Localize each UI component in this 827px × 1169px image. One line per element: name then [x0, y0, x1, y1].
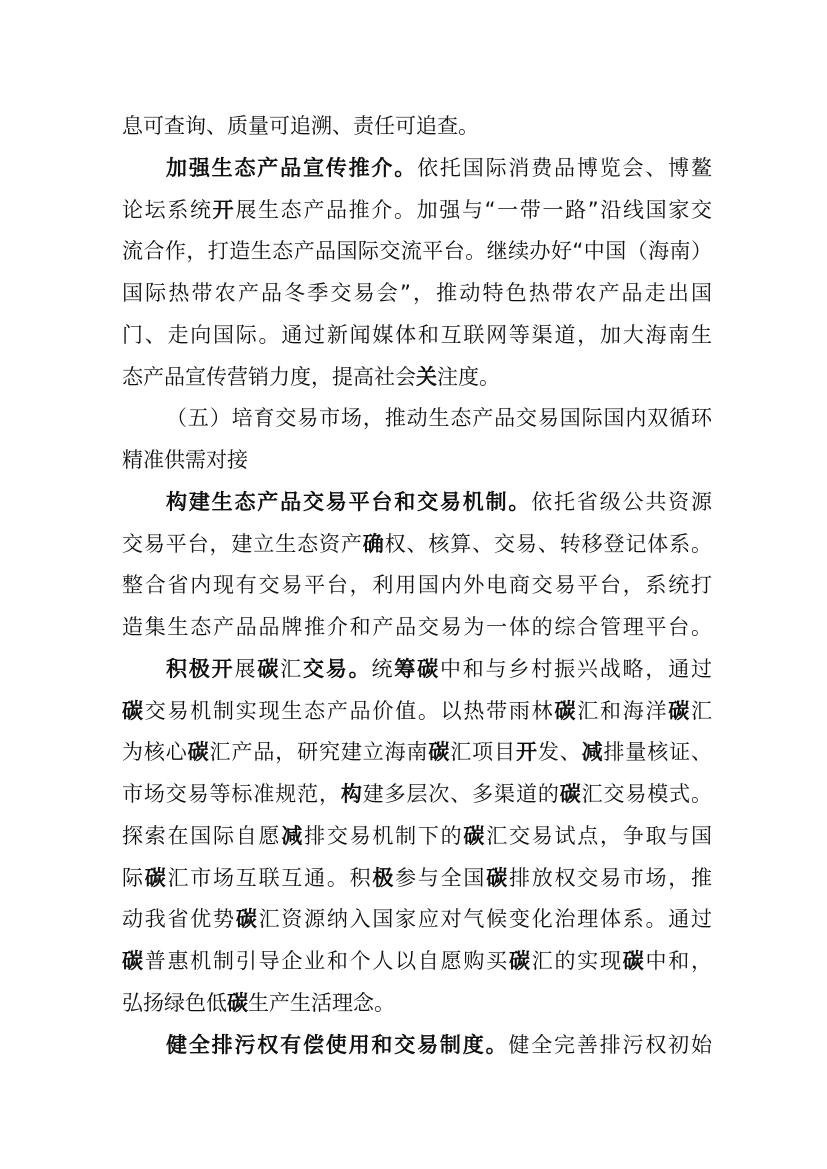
- text-run: 汇交易试点，争取与国: [486, 823, 713, 848]
- text-line: [122, 190, 712, 232]
- text-line: [122, 607, 712, 649]
- bold-text-run: 碳: [235, 907, 259, 932]
- document-body: [122, 106, 712, 1066]
- bold-text-run: 碳: [227, 990, 248, 1015]
- bold-text-run: 碳: [122, 698, 145, 723]
- bold-text-run: 减: [581, 740, 604, 765]
- text-run: 汇的实现: [531, 949, 623, 973]
- text-run: 整合省内现有交易平台，利用国内外电商交易平台，系统打: [122, 573, 712, 598]
- text-run: 依托省级公共资源: [531, 489, 713, 514]
- text-line: [122, 565, 712, 607]
- text-run: 为核心: [122, 740, 188, 765]
- text-run: 中和，: [645, 949, 713, 973]
- text-run: 精准供需对接: [122, 448, 248, 472]
- text-run: 汇: [691, 698, 713, 723]
- bold-text-run: 开: [515, 740, 538, 765]
- text-run: 依托国际消费品博览会、博鳌: [417, 155, 713, 180]
- text-run: 汇产品，研究建立海南: [209, 740, 429, 765]
- bold-text-run: 碳: [187, 740, 210, 765]
- text-line: [122, 941, 712, 983]
- text-line: [122, 732, 712, 774]
- bold-text-run: 碳: [463, 823, 487, 848]
- text-run: 统: [371, 656, 395, 681]
- text-line: [122, 357, 712, 399]
- text-run: 国际热带农产品冬季交易会”，推动特色热带农产品走出国: [122, 281, 712, 305]
- text-run: 发、: [537, 740, 582, 765]
- text-run: 息可查询、质量可追溯、责任可追查。: [122, 114, 479, 138]
- text-run: 汇和海洋: [577, 698, 669, 723]
- bold-text-run: 碳: [486, 865, 509, 890]
- text-run: 建多层次、多渠道的: [362, 782, 560, 806]
- text-run: 市场交易等标准规范，: [122, 782, 341, 806]
- text-run: 际: [122, 865, 145, 890]
- bold-text-run: 极: [372, 865, 396, 890]
- bold-text-run: 碳: [508, 949, 532, 973]
- text-line: [122, 816, 712, 858]
- bold-text-run: 碳: [428, 740, 451, 765]
- text-line: [122, 231, 712, 273]
- text-line: [122, 524, 712, 566]
- text-line: [122, 1025, 712, 1067]
- text-line: [122, 273, 712, 315]
- bold-text-run: 减: [281, 823, 305, 848]
- text-run: 展: [234, 656, 258, 681]
- bold-text-run: 关: [416, 364, 437, 389]
- text-run: 排交易机制下的: [304, 823, 464, 848]
- bold-text-run: 确: [362, 531, 385, 556]
- bold-text-run: 构建生态产品交易平台和交易机制。: [166, 489, 532, 514]
- bold-text-run: 碳: [122, 949, 145, 973]
- text-run: 探索在国际自愿: [122, 823, 282, 848]
- text-run: 汇交易模式。: [581, 782, 713, 806]
- bold-text-run: 健全排污权有偿使用和交易制度。: [166, 1032, 509, 1057]
- text-run: （五）培育交易市场，推动生态产品交易国际国内双循环: [166, 406, 712, 431]
- text-run: 造集生态产品品牌推介和产品交易为一体的综合管理平台。: [122, 615, 712, 639]
- bold-text-run: 交易。: [302, 656, 372, 681]
- text-line: [122, 983, 712, 1025]
- bold-text-run: 碳: [622, 949, 646, 973]
- text-line: [122, 315, 712, 357]
- text-run: 普惠机制引导企业和个人以自愿购买: [144, 949, 509, 973]
- bold-text-run: 积极开: [166, 656, 235, 681]
- bold-text-run: 碳: [144, 865, 168, 890]
- bold-text-run: 碳: [668, 698, 692, 723]
- text-run: 健全完善排污权初始: [508, 1032, 712, 1057]
- text-line: [122, 691, 712, 733]
- text-run: 汇资源纳入国家应对气候变化治理体系。通过: [258, 907, 713, 932]
- text-run: 权、核算、交易、转移登记体系。: [384, 531, 713, 556]
- text-run: 展生态产品推介。加强与“一带一路”沿线国家交: [235, 197, 713, 222]
- text-run: 注度。: [437, 364, 500, 389]
- text-run: 汇市场互联互通。积: [167, 865, 373, 890]
- text-line: [122, 482, 712, 524]
- text-run: 汇: [280, 656, 303, 681]
- text-run: 交易机制实现生态产品价值。以热带雨林: [144, 698, 555, 723]
- bold-text-run: 碳: [257, 656, 281, 681]
- bold-text-run: 构: [340, 782, 363, 806]
- text-line: [122, 858, 712, 900]
- text-line: [122, 649, 712, 691]
- text-line: [122, 899, 712, 941]
- bold-text-run: 碳: [554, 698, 578, 723]
- bold-text-run: 开: [212, 197, 236, 222]
- bold-text-run: 加强生态产品宣传推介。: [166, 155, 418, 180]
- text-run: 排放权交易市场，推: [508, 865, 713, 890]
- text-line: [122, 398, 712, 440]
- text-run: 弘扬绿色低: [122, 990, 227, 1015]
- text-run: 汇项目: [450, 740, 516, 765]
- text-run: 流合作，打造生态产品国际交流平台。继续办好“中国（海南）: [122, 239, 712, 264]
- text-line: [122, 440, 712, 482]
- text-line: [122, 106, 712, 148]
- text-run: 门、走向国际。通过新闻媒体和互联网等渠道，加大海南生: [122, 322, 712, 347]
- text-run: 中和与乡村振兴战略，通过: [439, 656, 713, 681]
- text-run: 态产品宣传营销力度，提高社会: [122, 364, 416, 389]
- text-line: [122, 774, 712, 816]
- text-run: 生产生活理念。: [248, 990, 395, 1015]
- text-run: 参与全国: [395, 865, 487, 890]
- text-line: [122, 148, 712, 190]
- bold-text-run: 筹碳: [394, 656, 440, 681]
- text-run: 交易平台，建立生态资产: [122, 531, 363, 556]
- bold-text-run: 碳: [559, 782, 582, 806]
- text-run: 论坛系统: [122, 197, 213, 222]
- text-run: 排量核证、: [603, 740, 713, 765]
- text-run: 动我省优势: [122, 907, 236, 932]
